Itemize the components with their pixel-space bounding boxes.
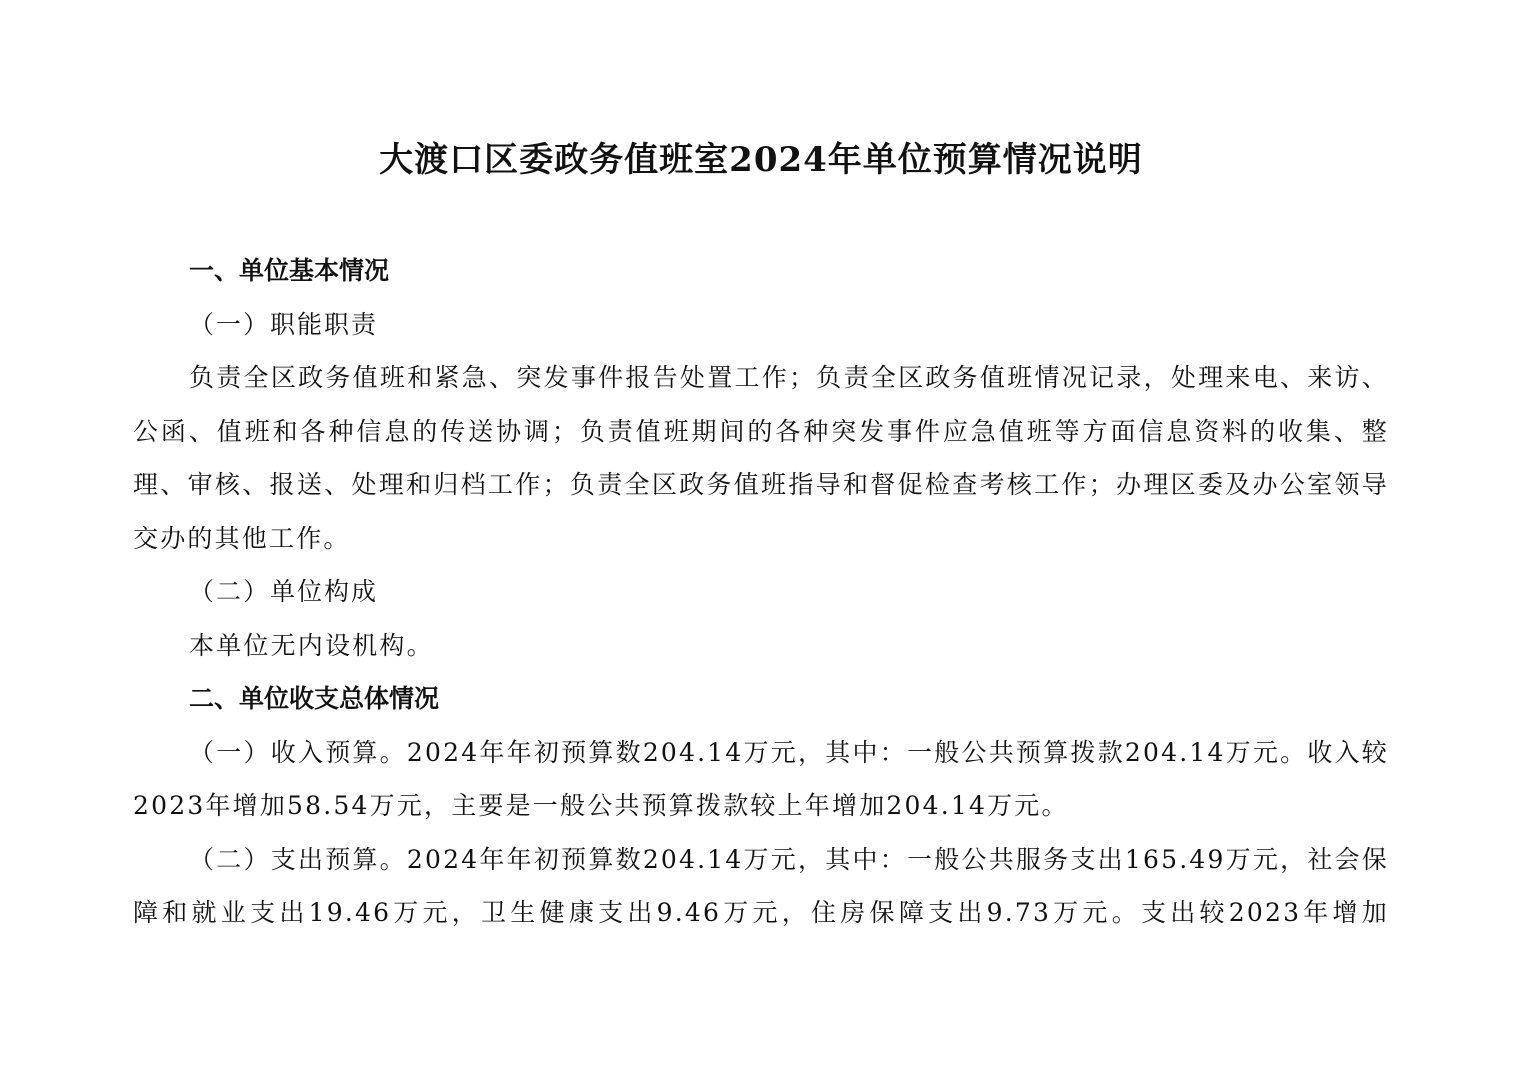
section-heading-basic-info: 一、单位基本情况: [189, 256, 390, 285]
section-heading-budget-overview: 二、单位收支总体情况: [189, 684, 440, 713]
paragraph-functions: 负责全区政务值班和紧急、突发事件报告处置工作；负责全区政务值班情况记录，处理来电、来访、公函、值班和各种信息的传送协调；负责值班期间的各种突发事件应急值班等方面信息资料的收集、整理、审核、报送、处理和归档工作；负责全区政务值班指导和督促检查考核工作；办理区委及办公室领导交办的其他工作。: [133, 363, 1389, 553]
document-page: [133, 128, 1389, 940]
subheading-composition: （二）单位构成: [189, 577, 379, 606]
paragraph-expenditure-budget: （二）支出预算。2024年年初预算数204.14万元，其中：一般公共服务支出165.49万元，社会保障和就业支出19.46万元，卫生健康支出9.46万元，住房保障支出9.73万元。支出较2023年增加: [133, 844, 1389, 927]
paragraph-composition: 本单位无内设机构。: [189, 630, 434, 660]
subheading-functions: （一）职能职责: [189, 309, 379, 339]
document-title: 大渡口区委政务值班室2024年单位预算情况说明: [379, 140, 1143, 180]
paragraph-income-budget: （一）收入预算。2024年年初预算数204.14万元，其中：一般公共预算拨款204.14万元。收入较2023年增加58.54万元，主要是一般公共预算拨款较上年增加204.14万元。: [133, 737, 1389, 820]
